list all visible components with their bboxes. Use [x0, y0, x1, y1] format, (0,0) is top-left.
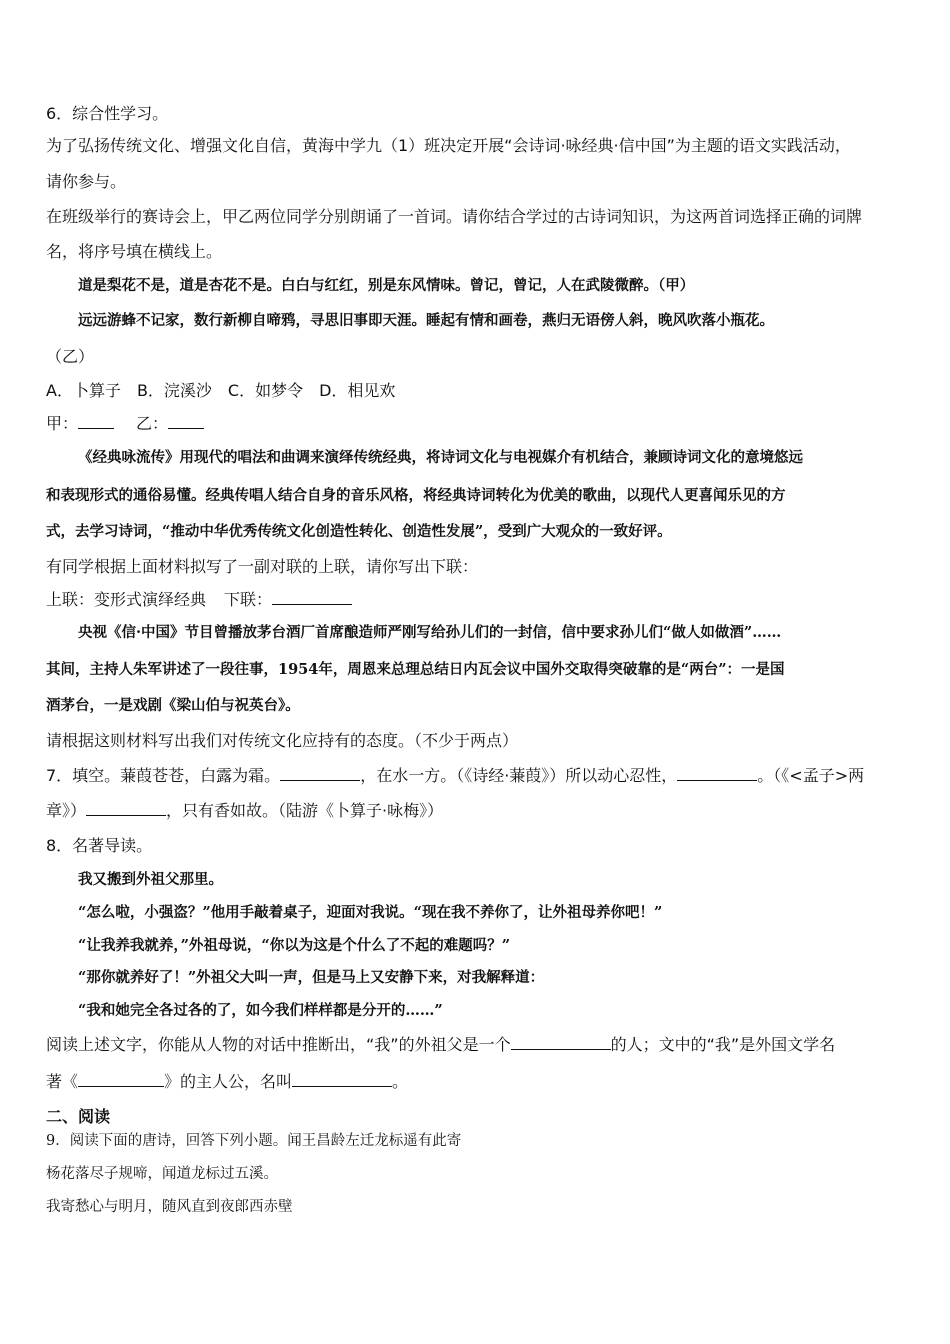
q7-blank-2[interactable]	[677, 766, 757, 781]
passage3-line-2: 其间，主持人朱军讲述了一段往事，1954年，周恩来总理总结日内瓦会议中国外交取得突破靠的是“两台”：一是国	[46, 661, 785, 678]
answer-line-jia-yi	[46, 413, 204, 435]
section2-heading: 二、阅读	[46, 1107, 111, 1126]
couplet-upper: 上联：变形式演绎经典	[46, 590, 207, 609]
q8-para-4: “那你就养好了！”外祖父大叫一声，但是马上又安静下来，对我解释道：	[78, 969, 545, 986]
passage2-line-1: 《经典咏流传》用现代的唱法和曲调来演绎传统经典，将诗词文化与电视媒介有机结合，兼顾诗词文化的意境悠远	[78, 449, 803, 466]
q8-q2-text-b: 》的主人公，名叫	[164, 1072, 293, 1091]
couplet-lower-label: 下联：	[224, 590, 273, 609]
answer-yi-label: 乙：	[136, 414, 169, 433]
q7-blank-1[interactable]	[280, 766, 360, 781]
passage3-line-3: 酒茅台，一是戏剧《梁山伯与祝英台》。	[46, 697, 300, 714]
q7-text-d: 章》）	[46, 801, 87, 820]
answer-yi-blank[interactable]	[168, 414, 204, 429]
q7-line-2	[46, 800, 443, 822]
q6-intro-line-1: 为了弘扬传统文化、增强文化自信，黄海中学九（1）班决定开展“会诗词·咏经典·信中国”为主题的语文实践活动，	[46, 136, 851, 155]
passage2-line-2: 和表现形式的通俗易懂。经典传唱人结合自身的音乐风格，将经典诗词转化为优美的歌曲，以现代人更喜闻乐见的方	[46, 487, 786, 504]
q8-blank-2[interactable]	[78, 1072, 164, 1087]
q7-blank-3[interactable]	[86, 801, 166, 816]
q7-text-b: ，在水一方。（《诗经·蒹葭》）所以动心忍性，	[360, 766, 678, 785]
q6-task1-line-1: 在班级举行的赛诗会上，甲乙两位同学分别朗诵了一首词。请你结合学过的古诗词知识，为这两首词选择正确的词牌	[46, 207, 863, 226]
q7-text-c: 。（《<孟子>两	[757, 766, 865, 785]
q8-blank-1[interactable]	[511, 1035, 611, 1050]
q8-q2-text-a: 著《	[46, 1072, 79, 1091]
q8-para-1: 我又搬到外祖父那里。	[78, 871, 223, 888]
cipai-options: A．卜算子 B．浣溪沙 C．如梦令 D．相见欢	[46, 381, 396, 400]
q8-q2-text-c: 。	[392, 1072, 409, 1091]
poem-yi: 远远游蜂不记家，数行新柳自啼鸦，寻思旧事即天涯。睡起有情和画卷，燕归无语傍人斜，晚风吹落小瓶花。	[78, 312, 774, 329]
poem-yi-tag: （乙）	[46, 347, 95, 366]
couplet-line	[46, 589, 352, 611]
q8-q1-text-b: 的人；文中的“我”是外国文学名	[610, 1035, 836, 1054]
couplet-lower-blank[interactable]	[272, 590, 352, 605]
q8-title: 8．名著导读。	[46, 836, 153, 855]
q8-question-line-1	[46, 1034, 835, 1056]
poem-line-1: 杨花落尽子规啼，闻道龙标过五溪。	[46, 1166, 278, 1182]
q8-para-2: “怎么啦，小强盗？”他用手敲着桌子，迎面对我说。“现在我不养你了，让外祖母养你吧！”	[78, 904, 663, 921]
couplet-task: 有同学根据上面材料拟写了一副对联的上联，请你写出下联：	[46, 557, 479, 576]
q6-title: 6．综合性学习。	[46, 104, 169, 123]
q8-para-3: “让我养我就养，”外祖母说，“你以为这是个什么了不起的难题吗？”	[78, 937, 511, 954]
passage3-line-1: 央视《信·中国》节目曾播放茅台酒厂首席酿造师严刚写给孙儿们的一封信，信中要求孙儿们“做人如做酒”……	[78, 624, 782, 641]
q9-intro: 9．阅读下面的唐诗，回答下列小题。闻王昌龄左迁龙标遥有此寄	[46, 1133, 462, 1149]
q6-intro-line-2: 请你参与。	[46, 172, 127, 191]
q7-text-e: ，只有香如故。（陆游《卜算子·咏梅》）	[166, 801, 444, 820]
q7-line-1	[46, 765, 864, 787]
answer-jia-label: 甲：	[46, 414, 79, 433]
q8-para-5: “我和她完全各过各的了，如今我们样样都是分开的……”	[78, 1002, 443, 1019]
passage2-line-3: 式，去学习诗词，“推动中华优秀传统文化创造性转化、创造性发展”，受到广大观众的一致好评。	[46, 523, 672, 540]
poem-line-2: 我寄愁心与明月，随风直到夜郎西赤壁	[46, 1199, 293, 1215]
q8-blank-3[interactable]	[292, 1072, 392, 1087]
poem-jia: 道是梨花不是，道是杏花不是。白白与红红，别是东风情味。曾记，曾记，人在武陵微醉。（甲）	[78, 277, 695, 294]
answer-jia-blank[interactable]	[78, 414, 114, 429]
task3: 请根据这则材料写出我们对传统文化应持有的态度。（不少于两点）	[46, 731, 519, 750]
q6-task1-line-2: 名，将序号填在横线上。	[46, 242, 223, 261]
q8-question-line-2	[46, 1071, 408, 1093]
q7-text-a: 7．填空。蒹葭苍苍，白露为霜。	[46, 766, 281, 785]
q8-q1-text-a: 阅读上述文字，你能从人物的对话中推断出，“我”的外祖父是一个	[46, 1035, 511, 1054]
